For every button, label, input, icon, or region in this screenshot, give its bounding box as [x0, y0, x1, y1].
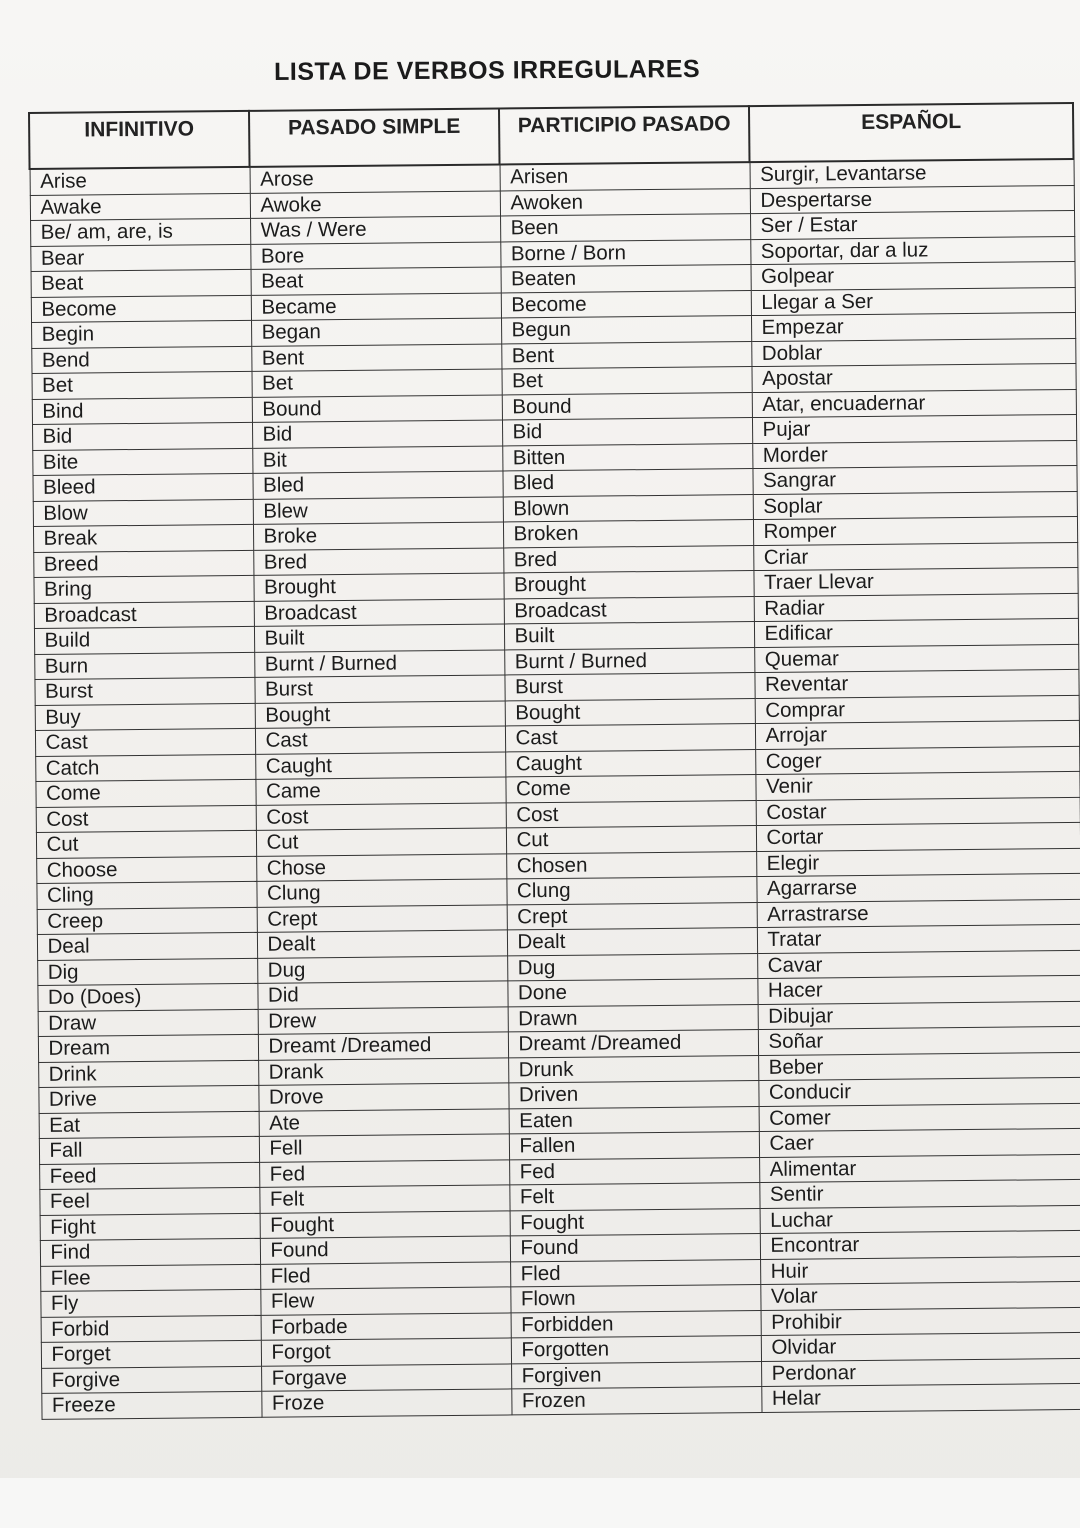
infinitivo-cell: Find	[40, 1238, 260, 1266]
pasado-simple-cell: Drove	[258, 1083, 508, 1111]
infinitivo-cell: Drink	[38, 1060, 258, 1088]
espanol-cell: Hacer	[757, 975, 1080, 1004]
participio-cell: Forbidden	[511, 1310, 761, 1338]
infinitivo-cell: Begin	[31, 320, 251, 348]
participio-cell: Dealt	[507, 928, 757, 956]
pasado-simple-cell: Flew	[260, 1287, 510, 1315]
participio-cell: Forgotten	[511, 1336, 761, 1364]
pasado-simple-cell: Awoke	[250, 190, 500, 218]
espanol-cell: Traer Llevar	[753, 567, 1077, 596]
infinitivo-cell: Forget	[41, 1340, 261, 1368]
pasado-simple-cell: Ate	[259, 1108, 509, 1136]
pasado-simple-cell: Fell	[259, 1134, 509, 1162]
infinitivo-cell: Beat	[31, 269, 251, 297]
participio-cell: Fed	[509, 1157, 759, 1185]
espanol-cell: Doblar	[751, 338, 1075, 367]
header-participio-pasado: PARTICIPIO PASADO	[499, 106, 750, 164]
infinitivo-cell: Cast	[35, 728, 255, 756]
pasado-simple-cell: Bound	[252, 394, 502, 422]
participio-cell: Dug	[507, 953, 757, 981]
participio-cell: Awoken	[500, 188, 750, 216]
espanol-cell: Conducir	[758, 1077, 1080, 1106]
infinitivo-cell: Dig	[37, 958, 257, 986]
pasado-simple-cell: Began	[251, 318, 501, 346]
pasado-simple-cell: Clung	[256, 879, 506, 907]
pasado-simple-cell: Brought	[253, 573, 503, 601]
participio-cell: Drunk	[508, 1055, 758, 1083]
pasado-simple-cell: Bid	[252, 420, 502, 448]
espanol-cell: Despertarse	[750, 185, 1074, 214]
infinitivo-cell: Arise	[30, 167, 250, 195]
espanol-cell: Olvidar	[761, 1332, 1080, 1361]
espanol-cell: Comer	[759, 1103, 1080, 1132]
participio-cell: Dreamt /Dreamed	[508, 1030, 758, 1058]
pasado-simple-cell: Burnt / Burned	[254, 649, 504, 677]
espanol-cell: Perdonar	[761, 1358, 1080, 1387]
pasado-simple-cell: Chose	[256, 853, 506, 881]
espanol-cell: Coger	[755, 746, 1079, 775]
pasado-simple-cell: Felt	[259, 1185, 509, 1213]
pasado-simple-cell: Forbade	[261, 1312, 511, 1340]
infinitivo-cell: Awake	[30, 193, 250, 221]
pasado-simple-cell: Cast	[255, 726, 505, 754]
pasado-simple-cell: Fed	[259, 1159, 509, 1187]
pasado-simple-cell: Fled	[260, 1261, 510, 1289]
pasado-simple-cell: Did	[257, 981, 507, 1009]
pasado-simple-cell: Drank	[258, 1057, 508, 1085]
espanol-cell: Dibujar	[758, 1001, 1080, 1030]
espanol-cell: Surgir, Levantarse	[750, 159, 1074, 188]
pasado-simple-cell: Fought	[260, 1210, 510, 1238]
infinitivo-cell: Fall	[39, 1136, 259, 1164]
espanol-cell: Alimentar	[759, 1154, 1080, 1183]
infinitivo-cell: Blow	[33, 499, 253, 527]
participio-cell: Found	[510, 1234, 760, 1262]
pasado-simple-cell: Bit	[252, 445, 502, 473]
participio-cell: Beaten	[501, 265, 751, 293]
espanol-cell: Beber	[758, 1052, 1080, 1081]
infinitivo-cell: Fly	[40, 1289, 260, 1317]
infinitivo-cell: Deal	[37, 932, 257, 960]
espanol-cell: Empezar	[751, 312, 1075, 341]
pasado-simple-cell: Drew	[258, 1006, 508, 1034]
espanol-cell: Arrojar	[755, 720, 1079, 749]
espanol-cell: Cavar	[757, 950, 1080, 979]
participio-cell: Come	[505, 775, 755, 803]
infinitivo-cell: Do (Does)	[37, 983, 257, 1011]
infinitivo-cell: Bet	[32, 371, 252, 399]
infinitivo-cell: Burst	[34, 677, 254, 705]
infinitivo-cell: Eat	[39, 1111, 259, 1139]
espanol-cell: Cortar	[756, 822, 1080, 851]
infinitivo-cell: Bid	[32, 422, 252, 450]
espanol-cell: Elegir	[756, 848, 1080, 877]
participio-cell: Eaten	[509, 1106, 759, 1134]
espanol-cell: Reventar	[754, 669, 1078, 698]
participio-cell: Bled	[502, 469, 752, 497]
participio-cell: Arisen	[500, 162, 750, 190]
espanol-cell: Sentir	[759, 1179, 1080, 1208]
espanol-cell: Costar	[756, 797, 1080, 826]
pasado-simple-cell: Arose	[250, 164, 500, 192]
pasado-simple-cell: Forgave	[261, 1363, 511, 1391]
participio-cell: Felt	[509, 1183, 759, 1211]
espanol-cell: Ser / Estar	[750, 210, 1074, 239]
participio-cell: Bitten	[502, 443, 752, 471]
espanol-cell: Apostar	[751, 363, 1075, 392]
pasado-simple-cell: Bled	[252, 471, 502, 499]
infinitivo-cell: Cost	[36, 805, 256, 833]
participio-cell: Bred	[503, 545, 753, 573]
espanol-cell: Soportar, dar a luz	[750, 236, 1074, 265]
infinitivo-cell: Forbid	[41, 1315, 261, 1343]
infinitivo-cell: Bring	[33, 575, 253, 603]
infinitivo-cell: Become	[31, 295, 251, 323]
infinitivo-cell: Freeze	[41, 1391, 261, 1419]
pasado-simple-cell: Was / Were	[250, 216, 500, 244]
pasado-simple-cell: Bore	[250, 241, 500, 269]
participio-cell: Bet	[501, 367, 751, 395]
participio-cell: Bid	[502, 418, 752, 446]
espanol-cell: Soñar	[758, 1026, 1080, 1055]
infinitivo-cell: Draw	[38, 1009, 258, 1037]
espanol-cell: Soplar	[753, 491, 1077, 520]
infinitivo-cell: Forgive	[41, 1366, 261, 1394]
pasado-simple-cell: Broadcast	[254, 598, 504, 626]
participio-cell: Bound	[502, 392, 752, 420]
espanol-cell: Luchar	[760, 1205, 1080, 1234]
infinitivo-cell: Burn	[34, 652, 254, 680]
infinitivo-cell: Build	[34, 626, 254, 654]
pasado-simple-cell: Cost	[256, 802, 506, 830]
pasado-simple-cell: Dealt	[257, 930, 507, 958]
espanol-cell: Quemar	[754, 644, 1078, 673]
espanol-cell: Caer	[759, 1128, 1080, 1157]
infinitivo-cell: Fight	[40, 1213, 260, 1241]
infinitivo-cell: Come	[35, 779, 255, 807]
pasado-simple-cell: Froze	[261, 1389, 511, 1417]
participio-cell: Built	[504, 622, 754, 650]
pasado-simple-cell: Bred	[253, 547, 503, 575]
espanol-cell: Tratar	[757, 924, 1080, 953]
pasado-simple-cell: Burst	[254, 675, 504, 703]
infinitivo-cell: Bind	[32, 397, 252, 425]
pasado-simple-cell: Came	[255, 777, 505, 805]
verb-table-container	[28, 102, 1080, 1419]
espanol-cell: Sangrar	[752, 465, 1076, 494]
espanol-cell: Encontrar	[760, 1230, 1080, 1259]
infinitivo-cell: Bite	[32, 448, 252, 476]
participio-cell: Clung	[506, 877, 756, 905]
header-row	[29, 103, 1073, 169]
participio-cell: Cost	[506, 800, 756, 828]
pasado-simple-cell: Crept	[257, 904, 507, 932]
infinitivo-cell: Buy	[35, 703, 255, 731]
pasado-simple-cell: Bought	[255, 700, 505, 728]
espanol-cell: Pujar	[752, 414, 1076, 443]
header-pasado-simple: PASADO SIMPLE	[249, 108, 500, 166]
participio-cell: Frozen	[511, 1387, 761, 1415]
espanol-cell: Agarrarse	[756, 873, 1080, 902]
infinitivo-cell: Break	[33, 524, 253, 552]
participio-cell: Chosen	[506, 851, 756, 879]
participio-cell: Flown	[510, 1285, 760, 1313]
participio-cell: Cut	[506, 826, 756, 854]
participio-cell: Bought	[505, 698, 755, 726]
infinitivo-cell: Be/ am, are, is	[30, 218, 250, 246]
participio-cell: Crept	[507, 902, 757, 930]
infinitivo-cell: Creep	[37, 907, 257, 935]
pasado-simple-cell: Bet	[252, 369, 502, 397]
pasado-simple-cell: Cut	[256, 828, 506, 856]
infinitivo-cell: Feed	[39, 1162, 259, 1190]
participio-cell: Burnt / Burned	[504, 647, 754, 675]
espanol-cell: Morder	[752, 440, 1076, 469]
espanol-cell: Helar	[761, 1383, 1080, 1412]
pasado-simple-cell: Broke	[253, 522, 503, 550]
participio-cell: Blown	[503, 494, 753, 522]
participio-cell: Caught	[505, 749, 755, 777]
espanol-cell: Volar	[760, 1281, 1080, 1310]
pasado-simple-cell: Built	[254, 624, 504, 652]
page-bottom-margin	[0, 1478, 1080, 1528]
espanol-cell: Arrastrarse	[757, 899, 1080, 928]
participio-cell: Done	[507, 979, 757, 1007]
infinitivo-cell: Catch	[35, 754, 255, 782]
infinitivo-cell: Feel	[39, 1187, 259, 1215]
espanol-cell: Criar	[753, 542, 1077, 571]
page-title: LISTA DE VERBOS IRREGULARES	[274, 55, 701, 86]
participio-cell: Bent	[501, 341, 751, 369]
header-espanol: ESPAÑOL	[749, 103, 1074, 162]
espanol-cell: Radiar	[754, 593, 1078, 622]
participio-cell: Burst	[504, 673, 754, 701]
infinitivo-cell: Bend	[31, 346, 251, 374]
infinitivo-cell: Cut	[36, 830, 256, 858]
participio-cell: Been	[500, 214, 750, 242]
participio-cell: Fled	[510, 1259, 760, 1287]
espanol-cell: Edificar	[754, 618, 1078, 647]
header-infinitivo: INFINITIVO	[29, 111, 250, 169]
pasado-simple-cell: Dug	[257, 955, 507, 983]
espanol-cell: Golpear	[750, 261, 1074, 290]
pasado-simple-cell: Found	[260, 1236, 510, 1264]
participio-cell: Drawn	[508, 1004, 758, 1032]
participio-cell: Fought	[510, 1208, 760, 1236]
espanol-cell: Romper	[753, 516, 1077, 545]
espanol-cell: Venir	[755, 771, 1079, 800]
pasado-simple-cell: Became	[251, 292, 501, 320]
participio-cell: Fallen	[509, 1132, 759, 1160]
infinitivo-cell: Cling	[36, 881, 256, 909]
participio-cell: Borne / Born	[500, 239, 750, 267]
participio-cell: Broadcast	[504, 596, 754, 624]
pasado-simple-cell: Dreamt /Dreamed	[258, 1032, 508, 1060]
espanol-cell: Comprar	[755, 695, 1079, 724]
infinitivo-cell: Drive	[38, 1085, 258, 1113]
participio-cell: Brought	[503, 571, 753, 599]
participio-cell: Become	[501, 290, 751, 318]
irregular-verbs-table	[28, 102, 1080, 1419]
participio-cell: Broken	[503, 520, 753, 548]
espanol-cell: Atar, encuadernar	[752, 389, 1076, 418]
pasado-simple-cell: Blew	[253, 496, 503, 524]
pasado-simple-cell: Forgot	[261, 1338, 511, 1366]
infinitivo-cell: Flee	[40, 1264, 260, 1292]
participio-cell: Cast	[505, 724, 755, 752]
pasado-simple-cell: Bent	[251, 343, 501, 371]
pasado-simple-cell: Beat	[251, 267, 501, 295]
espanol-cell: Huir	[760, 1256, 1080, 1285]
participio-cell: Driven	[508, 1081, 758, 1109]
espanol-cell: Llegar a Ser	[751, 287, 1075, 316]
pasado-simple-cell: Caught	[255, 751, 505, 779]
infinitivo-cell: Bleed	[32, 473, 252, 501]
infinitivo-cell: Choose	[36, 856, 256, 884]
infinitivo-cell: Bear	[30, 244, 250, 272]
participio-cell: Begun	[501, 316, 751, 344]
infinitivo-cell: Broadcast	[34, 601, 254, 629]
infinitivo-cell: Dream	[38, 1034, 258, 1062]
espanol-cell: Prohibir	[761, 1307, 1080, 1336]
participio-cell: Forgiven	[511, 1361, 761, 1389]
infinitivo-cell: Breed	[33, 550, 253, 578]
